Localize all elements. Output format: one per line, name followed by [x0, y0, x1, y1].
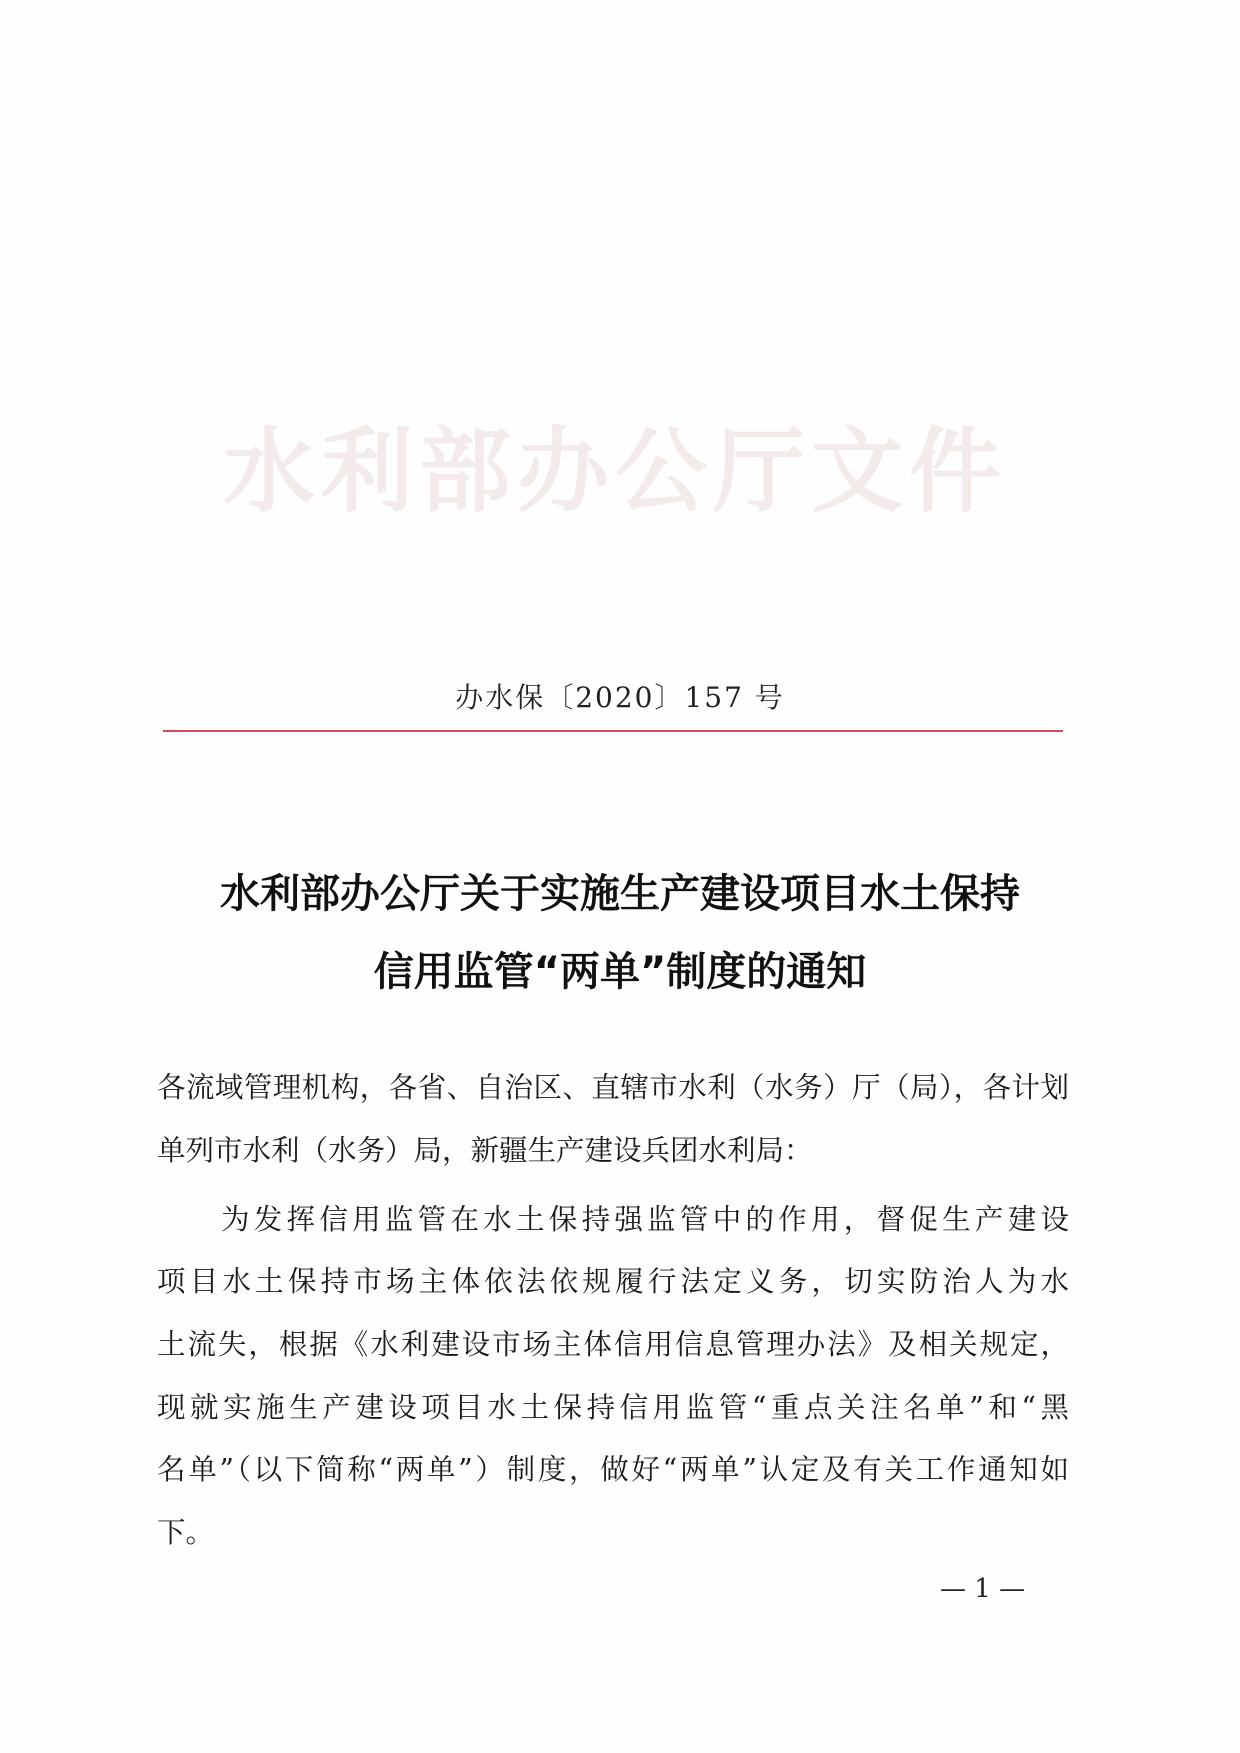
document-title-line-1: 水利部办公厅关于实施生产建设项目水土保持 [220, 871, 1020, 917]
paragraph-line-3: 土流失，根据《水利建设市场主体信用信息管理办法》及相关规定， [157, 1328, 1069, 1361]
page-number: — 1 — [940, 1574, 1026, 1604]
paragraph-line-1: 为发挥信用监管在水土保持强监管中的作用，督促生产建设 [221, 1203, 1069, 1236]
red-divider-line [163, 730, 1063, 732]
paragraph-line-5: 名单”（以下简称“两单”）制度，做好“两单”认定及有关工作通知如 [157, 1453, 1069, 1486]
paragraph-line-4: 现就实施生产建设项目水土保持信用监管“重点关注名单”和“黑 [157, 1391, 1069, 1424]
paragraph-line-2: 项目水土保持市场主体依法依规履行法定义务，切实防治人为水 [157, 1265, 1069, 1298]
addressee-line-2: 单列市水利（水务）局，新疆生产建设兵团水利局： [157, 1134, 813, 1167]
document-title-line-2: 信用监管“两单”制度的通知 [373, 949, 867, 995]
addressee-line-1: 各流域管理机构，各省、自治区、直辖市水利（水务）厅（局），各计划 [157, 1071, 1069, 1104]
faded-letterhead: 水利部办公厅文件 [222, 417, 1007, 525]
paragraph-line-6: 下。 [157, 1516, 215, 1549]
document-number: 办水保〔2020〕157 号 [455, 681, 785, 714]
